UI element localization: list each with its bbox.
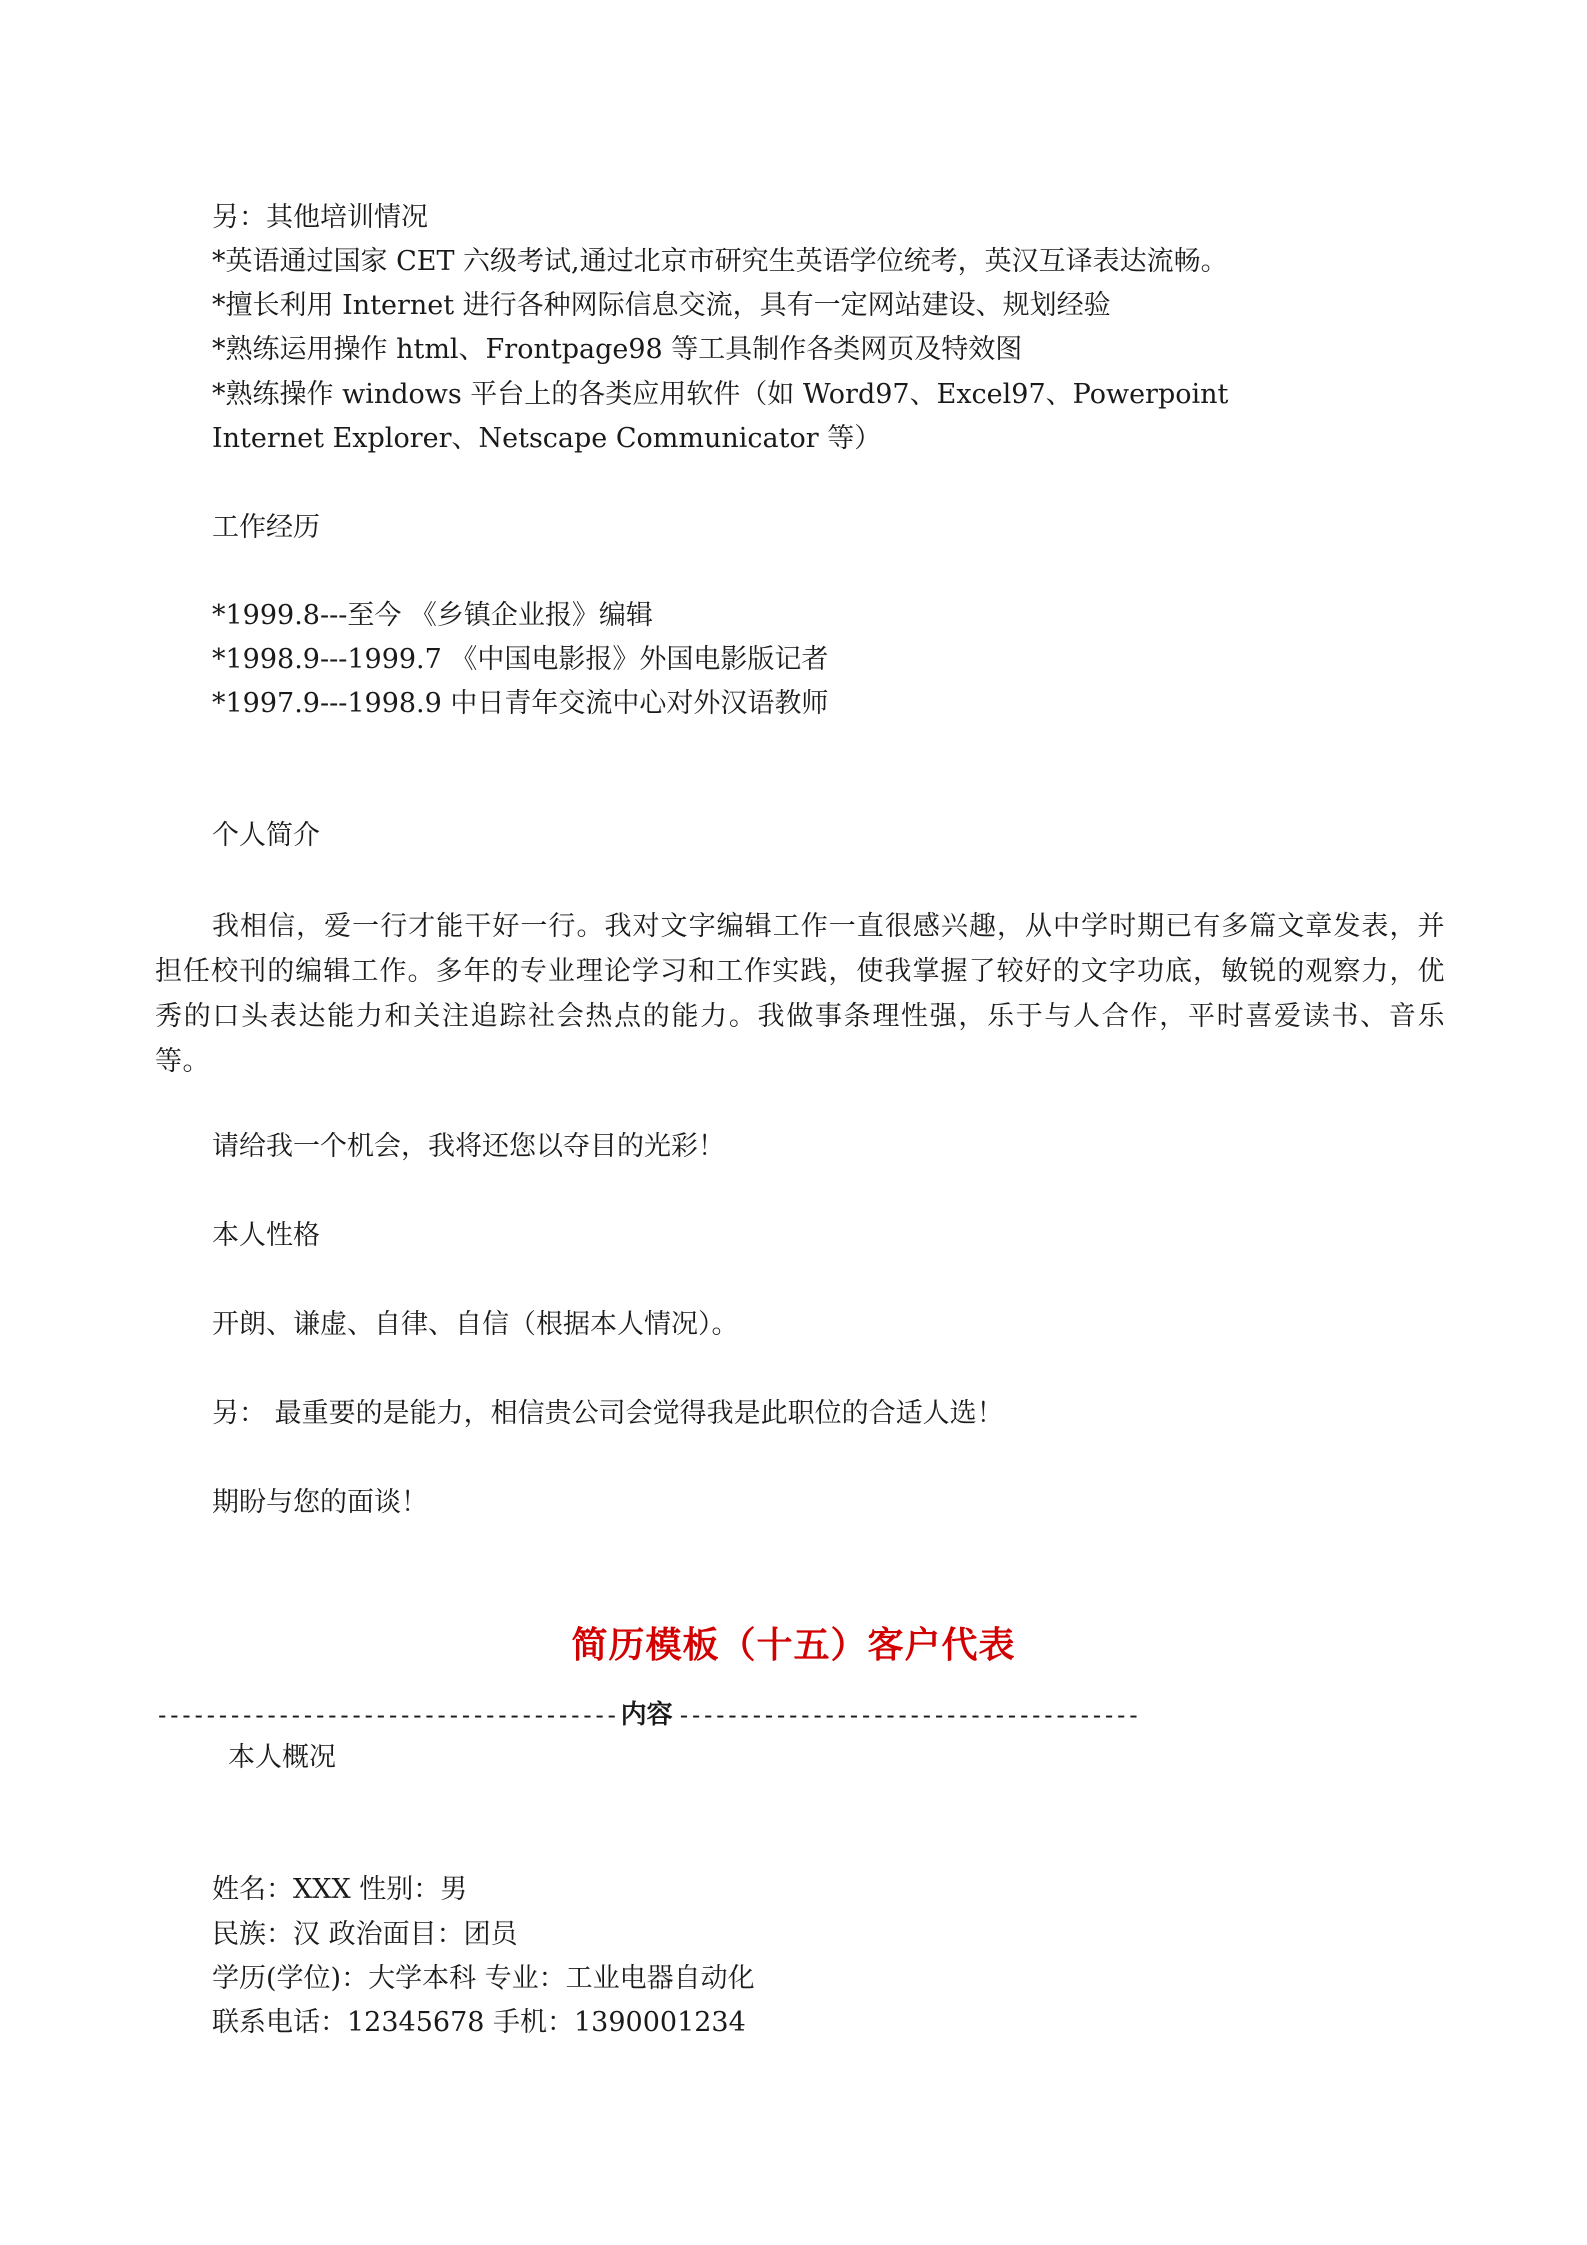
intro-heading: 个人简介 [212, 820, 320, 851]
personality-text: 开朗、谦虚、自律、自信（根据本人情况）。 [212, 1309, 739, 1340]
note-text: 另： 最重要的是能力，相信贵公司会觉得我是此职位的合适人选！ [212, 1398, 1004, 1429]
divider-dashes-left: -------------------------------------- [155, 1701, 617, 1729]
divider-dashes-right: -------------------------------------- [676, 1701, 1139, 1729]
training-item: *擅长利用 Internet 进行各种网际信息交流，具有一定网站建设、规划经验 [212, 290, 1111, 321]
profile-info-line: 姓名：XXX 性别：男 [212, 1874, 468, 1905]
intro-paragraph: 我相信，爱一行才能干好一行。我对文字编辑工作一直很感兴趣，从中学时期已有多篇文章发表，并担任校刊的编辑工作。多年的专业理论学习和工作实践，使我掌握了较好的文字功底，敏锐的观察力，优秀的口头表达能力和关注追踪社会热点的能力。我做事条理性强，乐于与人合作，平时喜爱读书、音乐等。 [155, 911, 1445, 1077]
work-item: *1998.9---1999.7 《中国电影报》外国电影版记者 [212, 644, 829, 675]
training-heading: 另：其他培训情况 [212, 202, 428, 233]
training-item: Internet Explorer、Netscape Communicator 等） [212, 423, 882, 454]
divider-label: 内容 [620, 1700, 673, 1730]
intro-closing: 请给我一个机会，我将还您以夺目的光彩！ [212, 1131, 725, 1162]
work-item: *1999.8---至今 《乡镇企业报》编辑 [212, 600, 653, 631]
content-divider [155, 1700, 1138, 1730]
farewell-text: 期盼与您的面谈！ [212, 1487, 428, 1518]
training-item: *熟练操作 windows 平台上的各类应用软件（如 Word97、Excel97、Powerpoint [212, 379, 1229, 410]
work-heading: 工作经历 [212, 512, 320, 543]
training-item: *熟练运用操作 html、Frontpage98 等工具制作各类网页及特效图 [212, 334, 1023, 365]
personality-heading: 本人性格 [212, 1220, 320, 1251]
training-item: *英语通过国家 CET 六级考试,通过北京市研究生英语学位统考，英汉互译表达流畅。 [212, 246, 1228, 277]
profile-heading: 本人概况 [228, 1742, 336, 1773]
profile-info-line: 联系电话：12345678 手机：1390001234 [212, 2007, 746, 2038]
profile-info-line: 民族：汉 政治面目：团员 [212, 1919, 518, 1950]
template-title: 简历模板（十五）客户代表 [571, 1624, 1016, 1666]
work-item: *1997.9---1998.9 中日青年交流中心对外汉语教师 [212, 688, 829, 719]
profile-info-line: 学历(学位)：大学本科 专业：工业电器自动化 [212, 1963, 755, 1994]
